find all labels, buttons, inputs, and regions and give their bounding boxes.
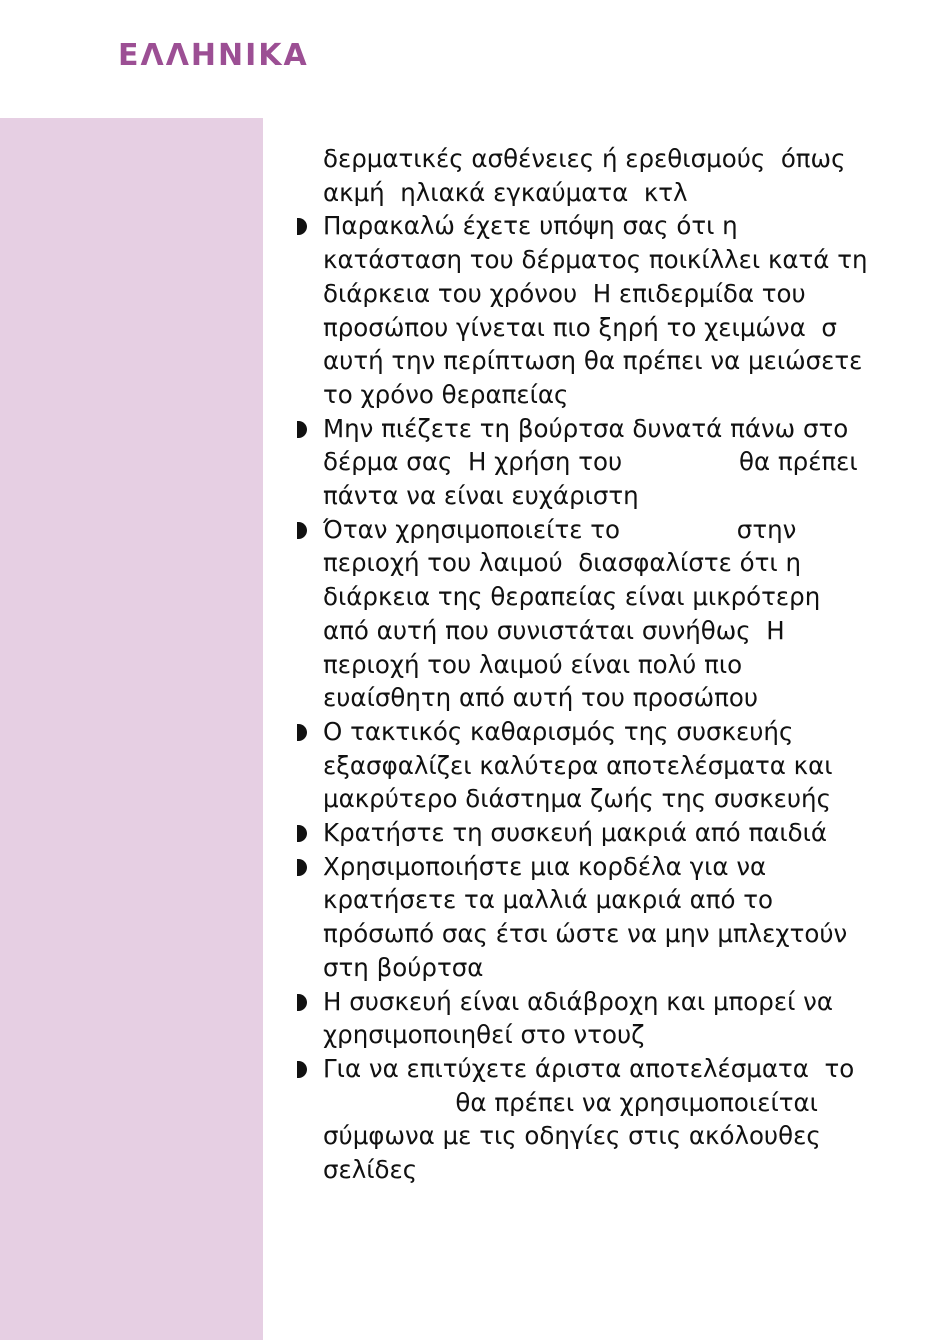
bullet-item	[297, 850, 907, 985]
text-line: δερματικές ασθένειες ή ερεθισμούς όπως	[323, 144, 846, 173]
text-line: μακρύτερο διάστημα ζωής της συσκευής	[323, 784, 831, 814]
text-line: ακμή ηλιακά εγκαύματα κτλ	[323, 177, 688, 207]
text-line: εξασφαλίζει καλύτερα αποτελέσματα και	[323, 750, 833, 780]
instruction-list	[297, 142, 907, 1187]
text-line: σύμφωνα με τις οδηγίες στις ακόλουθες	[323, 1121, 821, 1151]
text-line: Κρατήστε τη συσκευή μακριά από παιδιά	[323, 818, 828, 848]
text-line: διάρκεια της θεραπείας είναι μικρότερη	[323, 582, 821, 612]
sidebar-color-band	[0, 118, 263, 1340]
bullet-item	[297, 1052, 907, 1187]
text-line: κρατήσετε τα μαλλιά μακριά από το	[323, 885, 773, 915]
text-line: προσώπου γίνεται πιο ξηρή το χειμώνα σ	[323, 312, 837, 342]
section-heading: ΕΛΛΗΝΙΚΑ	[118, 38, 309, 73]
text-line: χρησιμοποιηθεί στο ντουζ	[323, 1020, 645, 1050]
text-line: αυτή την περίπτωση θα πρέπει να μειώσετε	[323, 346, 863, 376]
text-line: Ο τακτικός καθαρισμός της συσκευής	[323, 716, 794, 746]
text-line: ευαίσθητη από αυτή του προσώπου	[323, 683, 758, 713]
bullet-icon	[297, 218, 307, 235]
text-line: περιοχή του λαιμού είναι πολύ πιο	[323, 649, 743, 679]
text-line: δέρμα σας Η χρήση του θα πρέπει	[323, 447, 858, 477]
bullet-icon	[297, 421, 307, 438]
text-line: θα πρέπει να χρησιμοποιείται	[323, 1087, 818, 1117]
text-line: στη βούρτσα	[323, 952, 484, 982]
text-line: Η συσκευή είναι αδιάβροχη και μπορεί να	[323, 986, 833, 1016]
text-line: Μην πιέζετε τη βούρτσα δυνατά πάνω στο	[323, 413, 849, 443]
text-line: πάντα να είναι ευχάριστη	[323, 481, 639, 511]
bullet-icon	[297, 825, 307, 842]
text-line: Παρακαλώ έχετε υπόψη σας ότι η	[323, 211, 738, 241]
bullet-item	[297, 715, 907, 816]
bullet-item	[297, 209, 907, 411]
continued-paragraph	[297, 142, 907, 209]
text-line: Χρησιμοποιήστε μια κορδέλα για να	[323, 851, 767, 881]
text-line: από αυτή που συνιστάται συνήθως Η	[323, 615, 785, 645]
text-line: σελίδες	[323, 1155, 418, 1185]
bullet-icon	[297, 994, 307, 1011]
bullet-icon	[297, 724, 307, 741]
bullet-item	[297, 985, 907, 1052]
bullet-icon	[297, 1061, 307, 1078]
text-line: πρόσωπό σας έτσι ώστε να μην μπλεχτούν	[323, 919, 848, 949]
text-line: Όταν χρησιμοποιείτε το στην	[323, 514, 797, 544]
text-line: το χρόνο θεραπείας	[323, 379, 569, 409]
text-line: διάρκεια του χρόνου Η επιδερμίδα του	[323, 278, 806, 308]
text-line: περιοχή του λαιμού διασφαλίστε ότι η	[323, 548, 801, 578]
bullet-icon	[297, 522, 307, 539]
bullet-item	[297, 513, 907, 715]
text-line: Για να επιτύχετε άριστα αποτελέσματα το	[323, 1053, 855, 1083]
text-line: κατάσταση του δέρματος ποικίλλει κατά τη	[323, 245, 868, 275]
bullet-item	[297, 412, 907, 513]
bullet-icon	[297, 859, 307, 876]
bullet-item	[297, 816, 907, 850]
